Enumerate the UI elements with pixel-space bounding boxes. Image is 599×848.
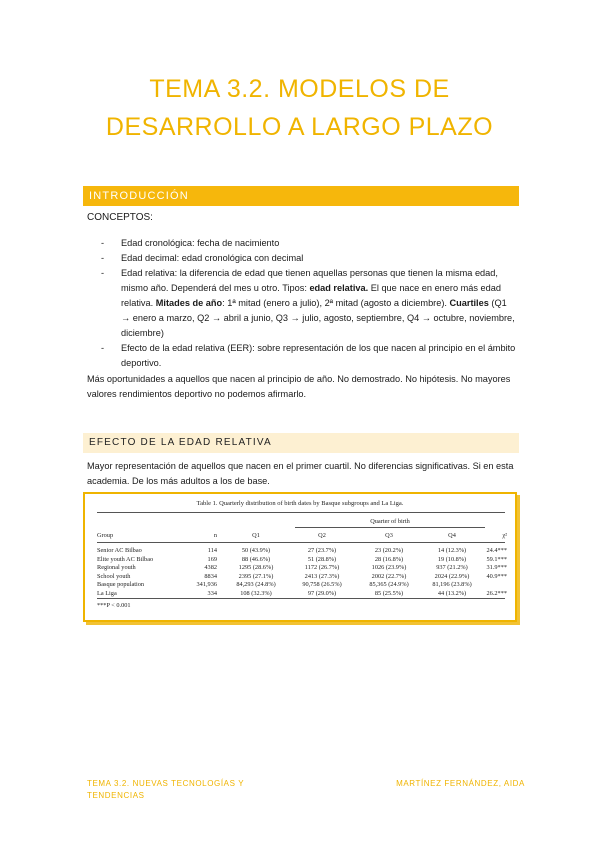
table-cell: 114 xyxy=(207,547,217,554)
table-rule xyxy=(97,542,505,543)
table-rule xyxy=(97,512,505,513)
table-cell: 59.1*** xyxy=(486,555,507,563)
table-header-cell: Q2 xyxy=(318,532,326,539)
list-text: El que nace en enero más edad relativa. xyxy=(121,283,501,308)
table-cell: 84,293 (24.8%) xyxy=(236,581,276,589)
table-header-cell: Q4 xyxy=(448,532,456,539)
list-text: (Q1 → enero a marzo, Q2 → abril a junio, Q3 → julio, agosto, septiembre, Q4 → octubre, noviembre, diciembre) xyxy=(121,298,515,338)
footer-author: MARTÍNEZ FERNÁNDEZ, AIDA xyxy=(396,779,525,788)
table-cell: School youth xyxy=(97,572,131,580)
table-cell: 108 (32.3%) xyxy=(240,590,272,597)
paragraph-efecto: Mayor representación de aquellos que nacen en el primer cuartil. No diferencias significativas. Si en esta academia. De los más adultos a los de base. xyxy=(87,461,514,486)
table-cell: La Liga xyxy=(97,590,117,597)
quarter-label: Quarter of birth xyxy=(370,518,410,525)
table-header-cell: n xyxy=(213,532,217,539)
table-cell: 2002 (22.7%) xyxy=(371,572,407,580)
table-cell: 44 (13.2%) xyxy=(437,590,467,597)
table-cell: 24.4*** xyxy=(486,547,507,554)
list-item: - Edad cronológica: fecha de nacimiento xyxy=(87,236,517,251)
table-cell: 4382 xyxy=(204,564,217,572)
concepts-label: CONCEPTOS: xyxy=(87,212,153,223)
section-heading-introduccion: INTRODUCCIÓN xyxy=(83,186,519,206)
bold-term: edad relativa. xyxy=(309,283,369,293)
list-text: : 1ª mitad (enero a julio), 2ª mitad (agosto a diciembre). xyxy=(222,298,450,308)
table-cell: 88 (46.6%) xyxy=(241,555,271,563)
table-cell: 31.9*** xyxy=(486,564,507,572)
table-cell: 169 xyxy=(207,555,217,563)
table-cell: 2395 (27.1%) xyxy=(238,572,274,580)
page-title xyxy=(60,70,539,146)
table-cell: 8834 xyxy=(204,572,217,580)
list-item: - Edad decimal: edad cronológica con decimal xyxy=(87,251,517,266)
table-cell: 85 (25.5%) xyxy=(374,590,404,597)
bold-term: Cuartiles xyxy=(449,298,489,308)
table-cell: 40.9*** xyxy=(486,572,507,580)
table-cell: 26.2*** xyxy=(486,590,507,597)
title-line-2: DESARROLLO A LARGO PLAZO xyxy=(105,113,494,141)
table-rule xyxy=(295,527,485,528)
table-cell: 51 (28.8%) xyxy=(307,555,337,563)
list-item: - Efecto de la edad relativa (EER): sobre representación de los que nacen al principio en el ámbito deportivo. xyxy=(87,341,517,371)
list-text: Edad relativa: la diferencia de edad que tienen aquellas personas que tienen la misma edad, mismo año. Dependerá del mes u otro. Tipos: xyxy=(121,268,498,293)
table-cell: Regional youth xyxy=(97,564,136,572)
concepts-list xyxy=(87,236,517,371)
section-heading-efecto: EFECTO DE LA EDAD RELATIVA xyxy=(83,433,519,453)
table-cell: 2024 (22.9%) xyxy=(434,572,470,580)
table-note: ***P < 0.001 xyxy=(97,602,131,609)
paragraph-intro: Más oportunidades a aquellos que nacen al principio de año. No demostrado. No hipótesis. No mayores valores rendimientos deportivo no podemos afirmarlo. xyxy=(87,374,511,399)
table-cell: 1295 (28.6%) xyxy=(238,564,274,572)
table-header-cell: Q3 xyxy=(385,532,393,539)
table-cell: 27 (23.7%) xyxy=(307,547,337,554)
list-item xyxy=(87,266,517,341)
table-rule xyxy=(97,598,505,599)
table-cell: 341,936 xyxy=(196,581,217,589)
table-cell: 23 (20.2%) xyxy=(374,547,404,554)
bold-term: Mitades de año xyxy=(155,298,223,308)
table-cell: 85,365 (24.9%) xyxy=(369,581,409,589)
table-cell: Basque population xyxy=(97,581,145,589)
table-cell: Elite youth AC Bilbao xyxy=(97,555,154,563)
table-cell: 2413 (27.3%) xyxy=(304,572,340,580)
table-header-cell: χ² xyxy=(502,532,507,539)
table-cell: 334 xyxy=(207,590,217,597)
table-header-cell: Q1 xyxy=(252,532,260,539)
table-cell: 19 (10.8%) xyxy=(437,555,467,563)
table-cell: 50 (43.9%) xyxy=(241,547,271,554)
table-cell: 937 (21.2%) xyxy=(436,564,468,572)
table-cell: 14 (12.3%) xyxy=(437,547,467,554)
table-cell: Senior AC Bilbao xyxy=(97,547,142,554)
title-line-1: TEMA 3.2. MODELOS DE xyxy=(149,75,450,103)
footer-course: TEMA 3.2. NUEVAS TECNOLOGÍAS Y TENDENCIAS xyxy=(87,779,245,800)
table-cell: 90,758 (26.5%) xyxy=(302,581,342,589)
birth-quarter-table xyxy=(83,492,517,622)
table-caption: Table 1. Quarterly distribution of birth dates by Basque subgroups and La Liga. xyxy=(196,500,404,507)
table-cell: 97 (29.0%) xyxy=(307,590,337,597)
table-cell: 28 (16.8%) xyxy=(374,555,404,563)
table-cell: 1172 (26.7%) xyxy=(304,564,340,572)
table-cell: 81,196 (23.8%) xyxy=(432,581,472,589)
table-header-cell: Group xyxy=(97,532,114,539)
table-cell: 1026 (23.9%) xyxy=(371,564,407,572)
